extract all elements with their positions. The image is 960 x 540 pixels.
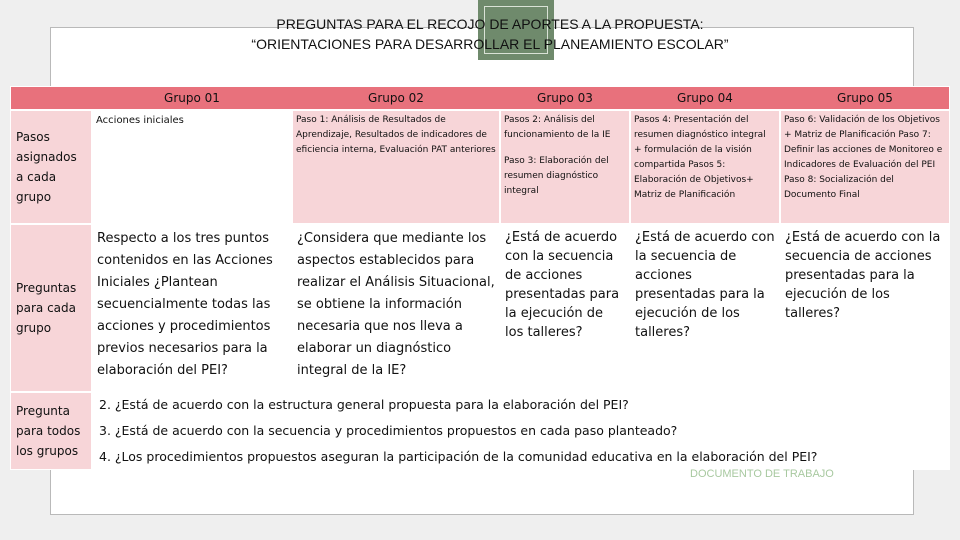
row-label-preguntas: Preguntas para cada grupo xyxy=(10,224,92,392)
page-title xyxy=(215,14,765,54)
pregunta-todos-2: 2. ¿Está de acuerdo con la estructura general propuesta para la elaboración del PEI? xyxy=(92,392,950,418)
group-header-5: Grupo 05 xyxy=(837,91,893,105)
pregunta-group-3: ¿Está de acuerdo con la secuencia de acciones presentadas para la ejecución de los talleres? xyxy=(500,224,630,392)
pasos-group-5: Paso 6: Validación de los Objetivos + Matriz de Planificación Paso 7: Definir las acciones de Monitoreo e Indicadores de Evaluación del PEI Paso 8: Socialización del Documento Final xyxy=(780,110,950,224)
group-header-2: Grupo 02 xyxy=(368,91,424,105)
pasos-group-3 xyxy=(500,110,630,224)
pregunta-group-4: ¿Está de acuerdo con la secuencia de acciones presentadas para la ejecución de los talleres? xyxy=(630,224,780,392)
document-watermark-label: DOCUMENTO DE TRABAJO xyxy=(690,468,834,480)
pasos-group-3-b: Paso 3: Elaboración del resumen diagnóstico integral xyxy=(504,156,609,196)
pasos-group-3-a: Pasos 2: Análisis del funcionamiento de la IE xyxy=(504,115,611,140)
title-line-1: PREGUNTAS PARA EL RECOJO DE APORTES A LA PROPUESTA: xyxy=(276,16,704,32)
pasos-group-1: Acciones iniciales xyxy=(92,110,292,224)
pasos-group-4: Pasos 4: Presentación del resumen diagnóstico integral + formulación de la visión compartida Pasos 5: Elaboración de Objetivos+ Matriz de Planificación xyxy=(630,110,780,224)
group-header-4: Grupo 04 xyxy=(677,91,733,105)
pregunta-group-2: ¿Considera que mediante los aspectos establecidos para realizar el Análisis Situacional, se obtiene la información necesaria que nos lleva a elaborar un diagnóstico integral de la IE? xyxy=(292,224,500,392)
row-label-pasos: Pasos asignados a cada grupo xyxy=(10,110,92,224)
pregunta-group-1: Respecto a los tres puntos contenidos en las Acciones Iniciales ¿Plantean secuencialmente todas las acciones y procedimientos previos necesarios para la elaboración del PEI? xyxy=(92,224,292,392)
pregunta-todos-3: 3. ¿Está de acuerdo con la secuencia y procedimientos propuestos en cada paso planteado? xyxy=(92,418,950,444)
pregunta-group-5: ¿Está de acuerdo con la secuencia de acciones presentadas para la ejecución de los talleres? xyxy=(780,224,950,392)
row-label-pregunta-todos: Pregunta para todos los grupos xyxy=(10,392,92,470)
pasos-group-2: Paso 1: Análisis de Resultados de Aprendizaje, Resultados de indicadores de eficiencia interna, Evaluación PAT anteriores xyxy=(292,110,500,224)
group-header-3: Grupo 03 xyxy=(537,91,593,105)
title-line-2: “ORIENTACIONES PARA DESARROLLAR EL PLANEAMIENTO ESCOLAR” xyxy=(251,36,729,52)
pregunta-todos-4: 4. ¿Los procedimientos propuestos aseguran la participación de la comunidad educativa en la elaboración del PEI? xyxy=(92,444,950,470)
group-header-1: Grupo 01 xyxy=(164,91,220,105)
